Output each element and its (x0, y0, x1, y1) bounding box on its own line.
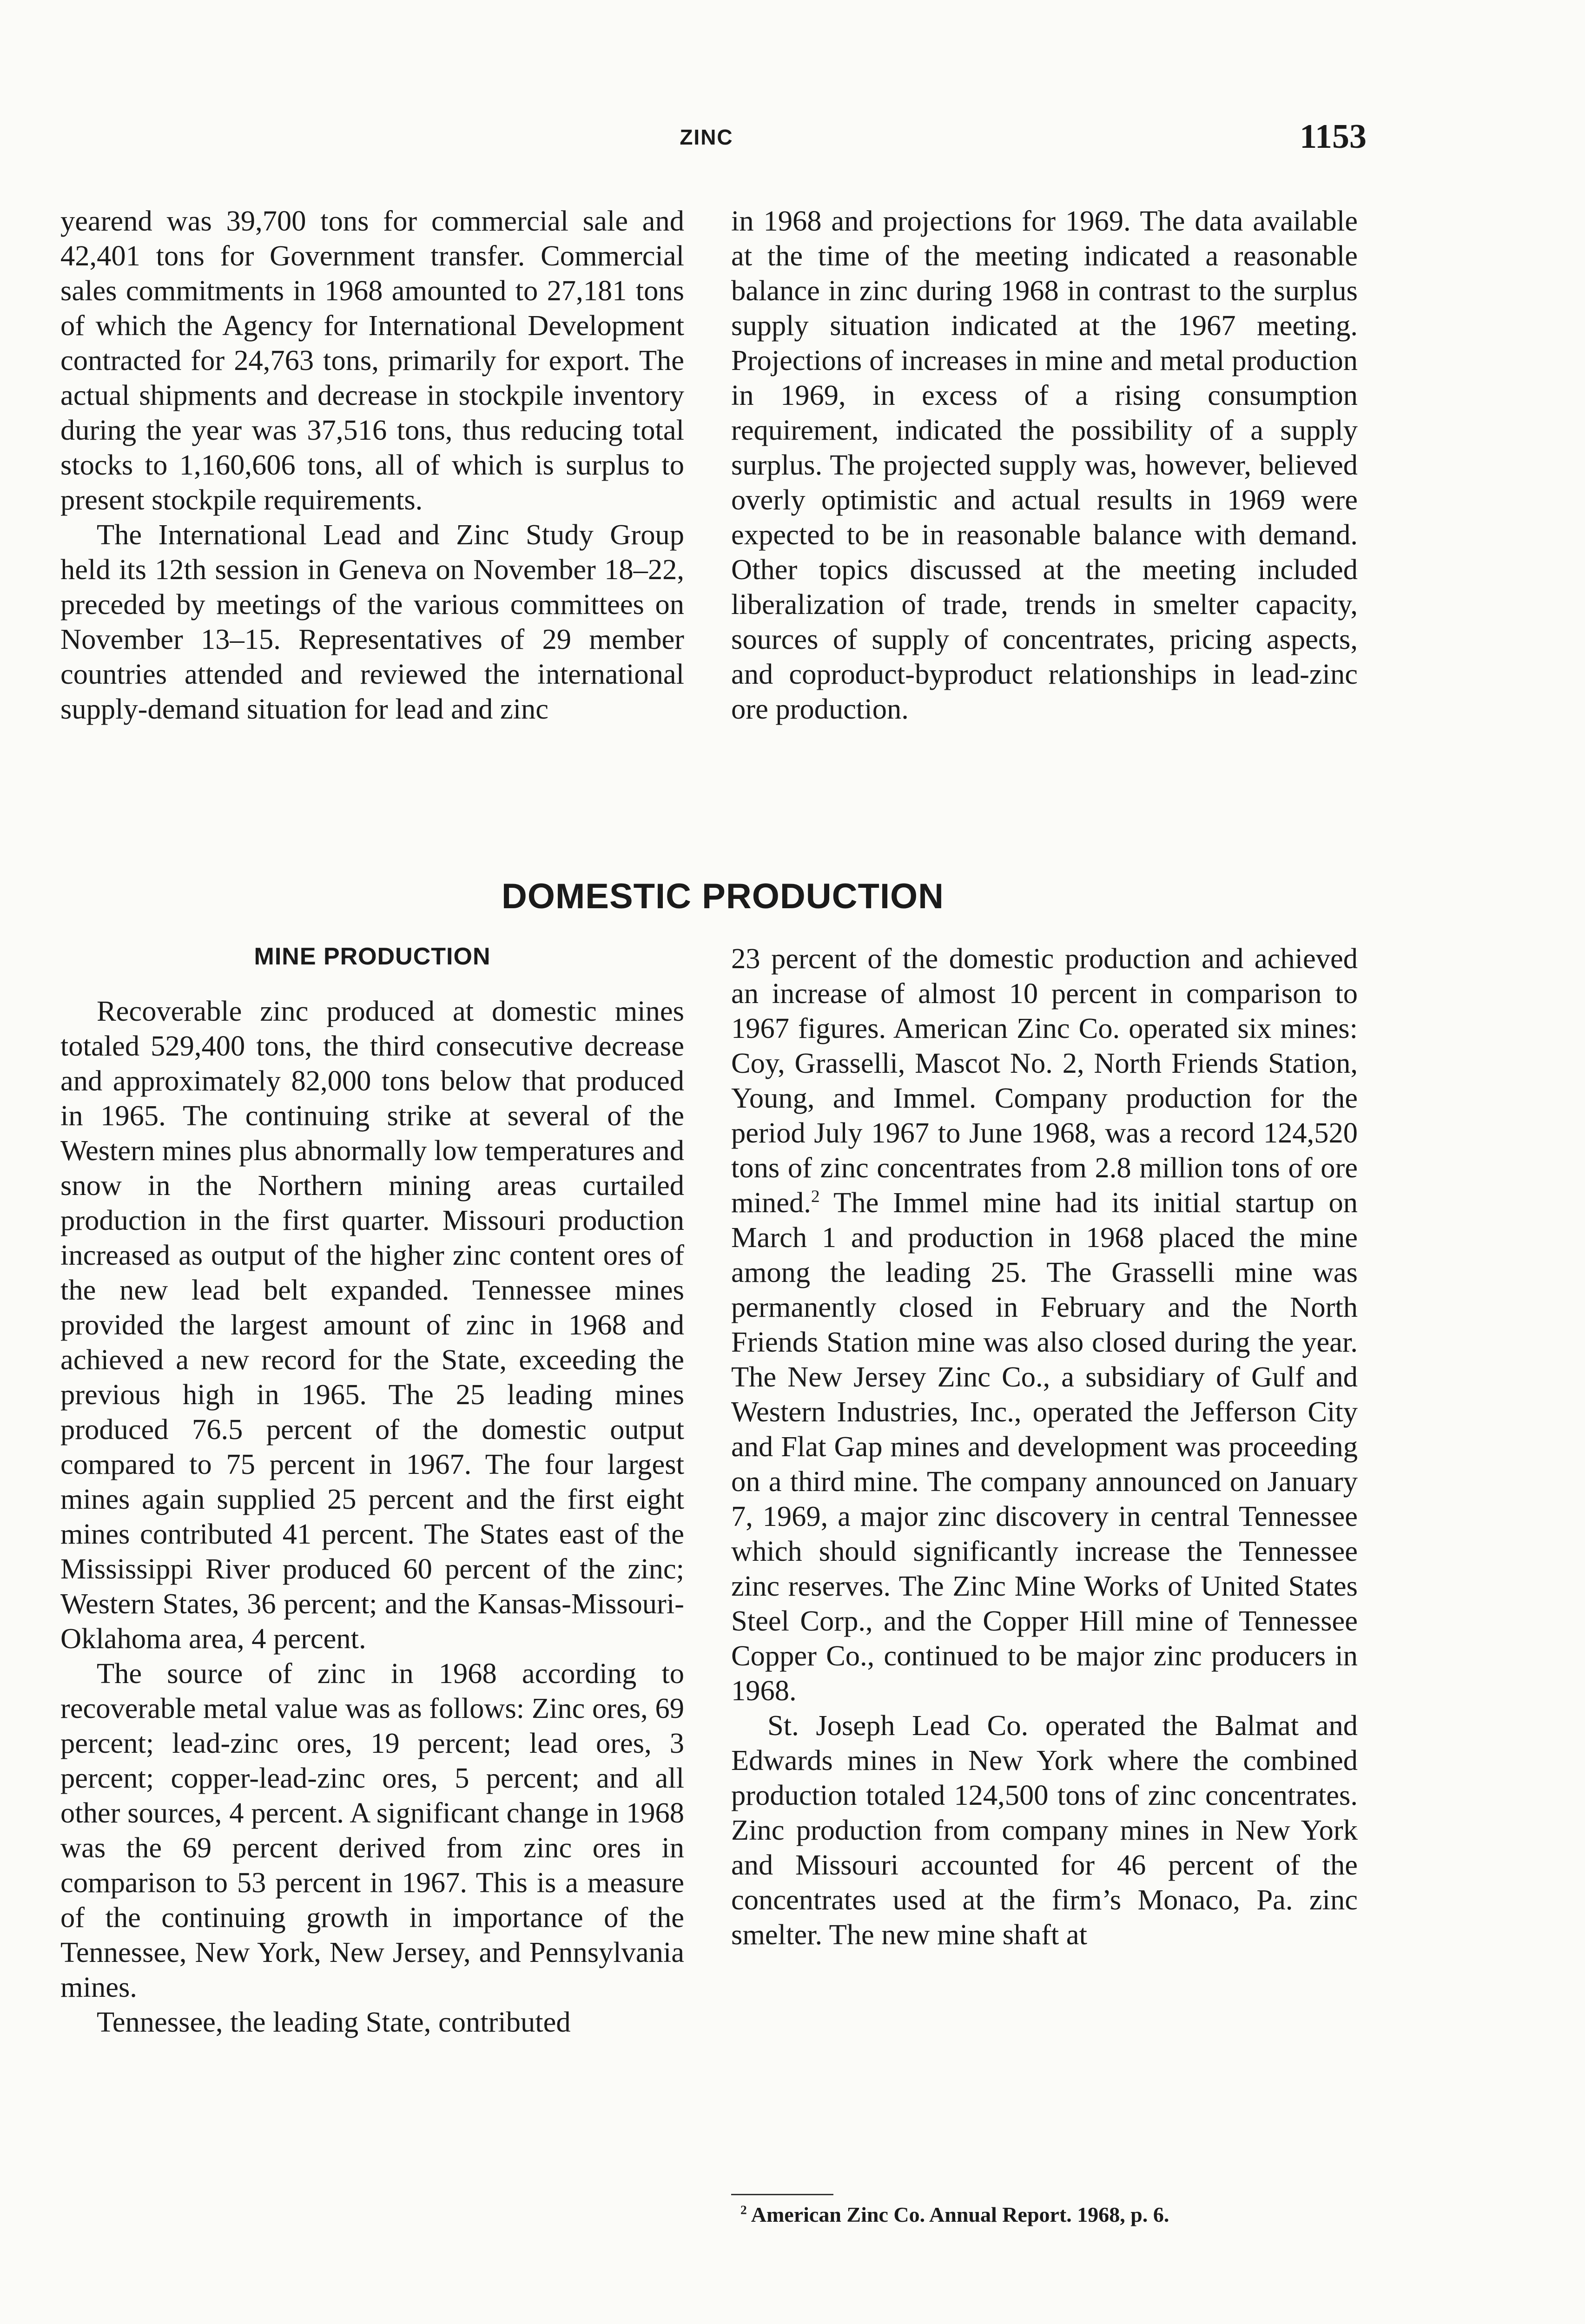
paragraph: The International Lead and Zinc Study Group held its 12th session in Geneva on November 18–22, preceded by meetings of the various committees on November 13–15. Representatives of 29 member countries attended and reviewed the international supply-demand situation for lead and zinc (60, 518, 684, 725)
paragraph: yearend was 39,700 tons for commercial sale and 42,401 tons for Government transfer. Commercial sales commitments in 1968 amounted to 27,181 tons of which the Agency for International Development contracted for 24,763 tons, primarily for export. The actual shipments and decrease in stockpile inventory during the year was 37,516 tons, thus reducing total stocks to 1,160,606 tons, all of which is surplus to present stockpile requirements. (60, 205, 684, 516)
sub-heading: MINE PRODUCTION (254, 943, 491, 970)
paragraph-text: The Immel mine had its initial startup on March 1 and production in 1968 placed the mine among the leading 25. The Grasselli mine was permanently closed in February and the North Friends Station mine was also closed during the year. The New Jersey Zinc Co., a subsidiary of Gulf and Western Industries, Inc., operated the Jefferson City and Flat Gap mines and development was proceeding on a third mine. The company announced on January 7, 1969, a major zinc discovery in central Tennessee which should significantly increase the Tennessee zinc reserves. The Zinc Mine Works of United States Steel Corp., and the Copper Hill mine of Tennessee Copper Co., continued to be major zinc producers in 1968. (731, 1186, 1358, 1707)
top-right-column (731, 204, 1358, 726)
page-number: 1153 (1300, 118, 1367, 156)
bottom-right-column (731, 941, 1358, 1952)
footnote-reference: 2 (811, 1187, 820, 1207)
top-left-column (60, 204, 684, 726)
paragraph-text: 23 percent of the domestic production and achieved an increase of almost 10 percent in comparison to 1967 figures. American Zinc Co. operated six mines: Coy, Grasselli, Mascot No. 2, North Friends Station, Young, and Immel. Company production for the period July 1967 to June 1968, was a record 124,520 tons of zinc concentrates from 2.8 million tons of ore mined. (731, 942, 1358, 1219)
paragraph (731, 941, 1358, 1708)
paragraph: Recoverable zinc produced at domestic mines totaled 529,400 tons, the third consecutive decrease and approximately 82,000 tons below that produced in 1965. The continuing strike at several of the Western mines plus abnormally low temperatures and snow in the Northern mining areas curtailed production in the first quarter. Missouri production increased as output of the higher zinc content ores of the new lead belt expanded. Tennessee mines provided the largest amount of zinc in 1968 and achieved a new record for the State, exceeding the previous high in 1965. The 25 leading mines produced 76.5 percent of the domestic output compared to 75 percent in 1967. The four largest mines again supplied 25 percent and the first eight mines contributed 41 percent. The States east of the Mississippi River produced 60 percent of the zinc; Western States, 36 percent; and the Kansas-Missouri-Oklahoma area, 4 percent. (60, 995, 684, 1655)
paragraph: Tennessee, the leading State, contributed (97, 2006, 571, 2038)
footnote-text: American Zinc Co. Annual Report. 1968, p. 6. (751, 2203, 1169, 2226)
section-heading: DOMESTIC PRODUCTION (501, 877, 944, 916)
footnote-marker: 2 (740, 2202, 747, 2217)
running-title: ZINC (680, 125, 733, 149)
bottom-left-column (60, 994, 684, 2040)
footnote (731, 2201, 1358, 2229)
paragraph: St. Joseph Lead Co. operated the Balmat and Edwards mines in New York where the combined production totaled 124,500 tons of zinc concentrates. Zinc production from company mines in New York and Missouri accounted for 46 percent of the concentrates used at the firm’s Monaco, Pa. zinc smelter. The new mine shaft at (731, 1709, 1358, 1951)
paragraph: The source of zinc in 1968 according to recoverable metal value was as follows: Zinc ores, 69 percent; lead-zinc ores, 19 percent; lead ores, 3 percent; copper-lead-zinc ores, 5 percent; and all other sources, 4 percent. A significant change in 1968 was the 69 percent derived from zinc ores in comparison to 53 percent in 1967. This is a measure of the continuing growth in importance of the Tennessee, New York, New Jersey, and Pennsylvania mines. (60, 1657, 684, 2003)
paragraph: in 1968 and projections for 1969. The data available at the time of the meeting indicated a reasonable balance in zinc during 1968 in contrast to the surplus supply situation indicated at the 1967 meeting. Projections of increases in mine and metal production in 1969, in excess of a rising consumption requirement, indicated the possibility of a supply surplus. The projected supply was, however, believed overly optimistic and actual results in 1969 were expected to be in reasonable balance with demand. Other topics discussed at the meeting included liberalization of trade, trends in smelter capacity, sources of supply of concentrates, pricing aspects, and coproduct-byproduct relationships in lead-zinc ore production. (731, 205, 1358, 725)
footnote-divider (731, 2194, 833, 2195)
